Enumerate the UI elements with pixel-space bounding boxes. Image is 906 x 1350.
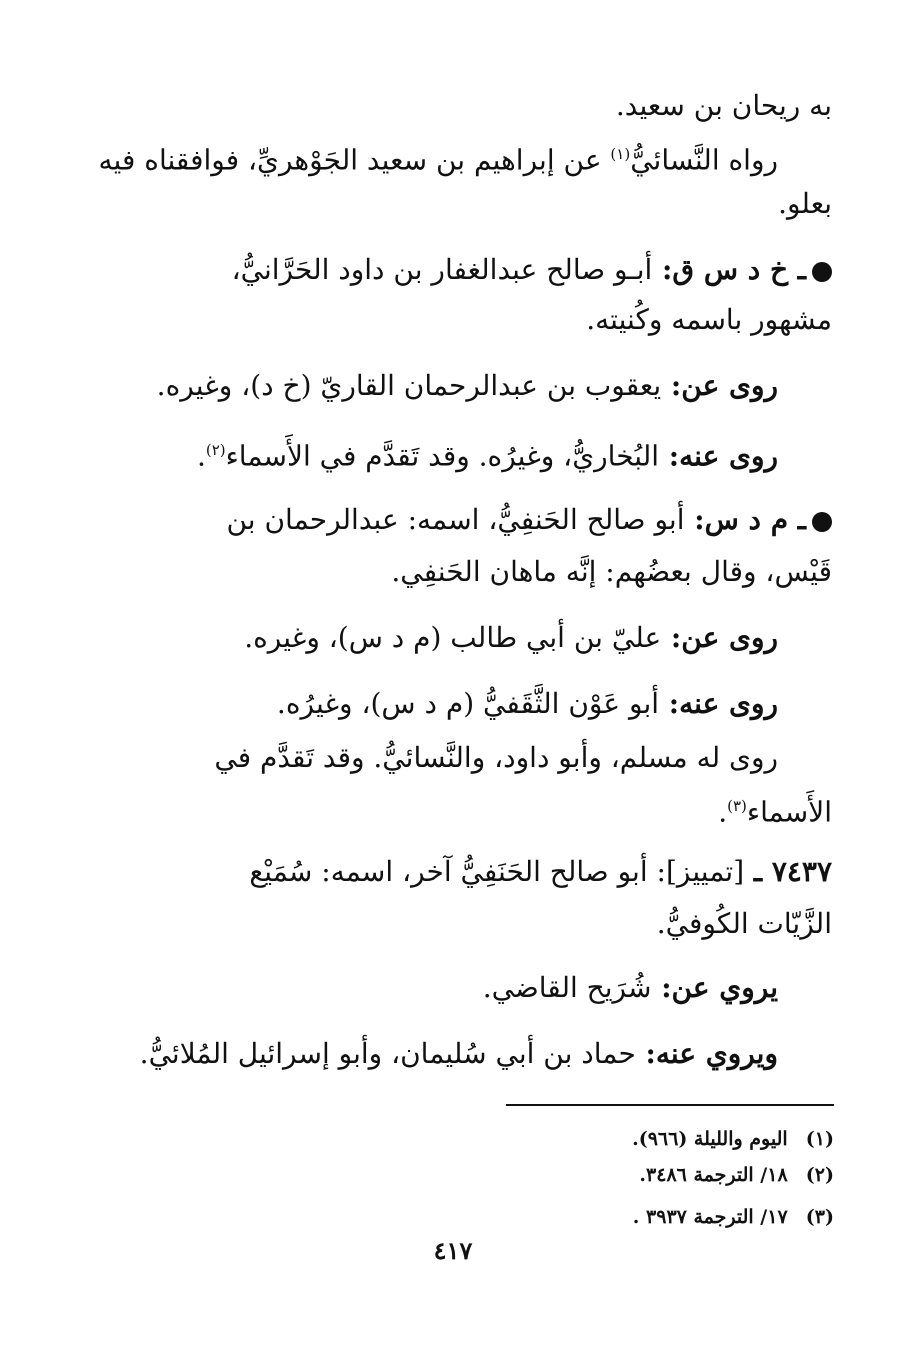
label: روى عن: — [661, 369, 778, 402]
text: به ريحان بن سعيد. — [615, 89, 832, 122]
text: روى له مسلم، وأبو داود، والنَّسائيُّ. وقد تَقدَّم في — [214, 741, 778, 774]
footnote — [632, 1126, 834, 1152]
text: حماد بن أبي سُليمان، وأبو إسرائيل المُلائيُّ. — [139, 1037, 636, 1070]
text: . — [718, 795, 728, 829]
label: روى عن: — [661, 621, 778, 654]
narrated-from — [244, 618, 778, 658]
footnote-ref: (١) — [610, 145, 631, 163]
footnote-number: (١) — [805, 1128, 834, 1150]
text: [تمييز]: أبو صالح الحَنَفِيُّ آخر، اسمه: سُمَيْع — [249, 855, 745, 888]
text: الزَّيّات الكُوفيُّ. — [656, 907, 832, 940]
text: بعلو. — [778, 187, 832, 220]
footnote-ref: (٣) — [727, 797, 747, 815]
text: عن إبراهيم بن سعيد الجَوْهريِّ، فوافقناه فيه — [98, 143, 611, 177]
label: يروي عن: — [651, 971, 778, 1004]
page-number: ٤١٧ — [433, 1236, 473, 1265]
text: أبو عَوْن الثَّقَفيُّ (م د س)، وغيرُه. — [276, 687, 660, 720]
entry-heading — [249, 852, 832, 892]
label: روى عنه: — [659, 439, 778, 473]
narrated-by — [277, 684, 778, 724]
text: شُرَيح القاضي. — [482, 971, 652, 1004]
label: روى عنه: — [659, 687, 778, 720]
footnote-text: اليوم والليلة (٩٦٦). — [632, 1128, 788, 1150]
narrated-from — [157, 366, 778, 406]
bullet-icon — [812, 262, 832, 282]
label: ويروي عنه: — [635, 1037, 778, 1070]
entry-heading — [226, 500, 832, 540]
narrated-by — [140, 1034, 778, 1074]
footnote-ref: (٢) — [205, 441, 226, 459]
text-line — [391, 552, 832, 592]
footnote — [633, 1204, 834, 1230]
text: أبو صالح الحَنفِيُّ، اسمه: عبدالرحمان بن — [226, 503, 685, 536]
text: الأَسماء — [746, 795, 832, 829]
text-line — [99, 134, 778, 180]
bullet-icon — [812, 512, 832, 532]
footnote — [639, 1162, 834, 1188]
text: عليّ بن أبي طالب (م د س)، وغيره. — [244, 621, 662, 654]
footnote-text: ١٧/ الترجمة ٣٩٣٧ . — [632, 1206, 788, 1228]
text-line — [718, 786, 832, 832]
entry-heading — [232, 250, 832, 290]
entry-symbols: ـ خ د س ق: — [652, 253, 806, 286]
footnote-number: (٣) — [805, 1206, 834, 1228]
text-line — [214, 738, 778, 778]
text-line — [616, 86, 832, 126]
text: مشهور باسمه وكُنيته. — [586, 303, 832, 336]
text: البُخاريُّ، وغيرُه. وقد تَقدَّم في الأَسماء — [225, 439, 660, 473]
text: أبـو صالح عبدالغفار بن داود الحَرَّانيُّ، — [231, 253, 653, 286]
text-line — [778, 184, 832, 224]
footnote-divider — [506, 1104, 834, 1106]
footnote-text: ١٨/ الترجمة ٣٤٨٦. — [639, 1164, 788, 1186]
narrated-by — [197, 430, 778, 476]
text-line — [586, 300, 832, 340]
text: يعقوب بن عبدالرحمان القاريّ (خ د)، وغيره. — [156, 369, 662, 402]
text-line — [657, 904, 832, 944]
narrated-from — [483, 968, 778, 1008]
footnote-number: (٢) — [805, 1164, 834, 1186]
text: قَيْس، وقال بعضُهم: إنَّه ماهان الحَنفِي. — [391, 555, 832, 588]
text: رواه النَّسائيُّ — [630, 143, 778, 177]
text: . — [196, 439, 206, 473]
entry-symbols: ـ م د س: — [684, 503, 806, 536]
entry-number: ٧٤٣٧ ـ — [744, 855, 832, 888]
